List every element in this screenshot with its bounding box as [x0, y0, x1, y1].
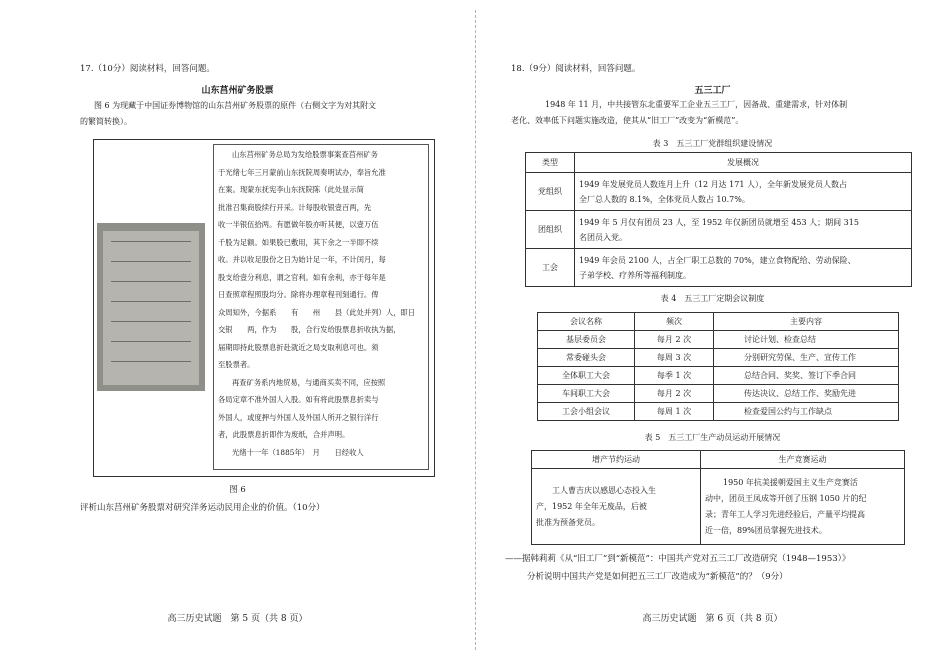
- doc-line: 届期即持此股票息折赴就近之局支取利息可也。须: [218, 342, 379, 352]
- table-cell: 党组织: [526, 173, 575, 211]
- cell-line: 工人曹吉庆以感恩心态投入生: [552, 485, 656, 495]
- doc-line: 各局定章不准外国人入股。如有将此股票息折卖与: [218, 395, 379, 404]
- cell-line: 近一倍，89%团员掌握先进技术。: [705, 525, 827, 535]
- table-cell: [575, 173, 912, 211]
- cell-line: 录；青年工人学习先进经验后，产量平均提高: [705, 509, 865, 519]
- doc-line: 日查照章程照股均分。除将办理章程刊刻通行。俾: [218, 290, 379, 299]
- table-cell: 每月 2 次: [635, 385, 714, 403]
- table-row: [526, 249, 912, 287]
- table-cell: 每周 1 次: [635, 403, 714, 421]
- doc-line: 股支给壹分利息，谓之官利。如有余利，亦于每年是: [218, 272, 386, 282]
- table-cell: 检查爱国公约与工作缺点: [714, 403, 899, 421]
- table-row: [538, 403, 899, 421]
- table-header: 主要内容: [714, 313, 899, 331]
- cell-line: 产，1952 年全年无废品，后被: [536, 501, 647, 511]
- table-cell: 常委碰头会: [538, 349, 635, 367]
- cell-line: 1949 年发展党员人数连月上升（12 月达 171 人），全年新发展党员人数占: [579, 179, 847, 189]
- table-cell: 每季 1 次: [635, 367, 714, 385]
- table-row: [538, 331, 899, 349]
- table5-caption: 表 5 五三工厂生产动员运动开展情况: [644, 433, 781, 442]
- table-party-organization: [525, 152, 912, 287]
- source-citation: ——据韩莉莉《从“旧工厂”到“新模范”：中国共产党对五三工厂改造研究（1948—1953）》: [505, 554, 851, 564]
- table-cell: 每月 2 次: [635, 331, 714, 349]
- cell-line: 批准为预备党员。: [536, 517, 600, 527]
- right-page: [475, 0, 950, 663]
- table-cell: [575, 211, 912, 249]
- table-cell: [575, 249, 912, 287]
- table-header: 生产竞赛运动: [701, 451, 905, 469]
- doc-line: 在案。现蒙东抚宪李山东抚院陈（此处显示简: [218, 185, 364, 194]
- doc-line: 批准召集商股续行开采。计每股收银壹百两，先: [218, 202, 372, 212]
- cell-line: 名团员入党。: [579, 232, 627, 242]
- cell-line: 动中，团员王凤成等开创了压钢 1050 片的纪: [705, 493, 867, 503]
- doc-line: 收一半银伍拾两。有愿做年股亦听其便，以壹万伍: [218, 220, 379, 229]
- table-cell: [701, 469, 905, 545]
- table-header: 会议名称: [538, 313, 635, 331]
- cell-line: 1949 年会员 2100 人，占全厂职工总数的 70%，建立食物配给、劳动保险、: [579, 255, 856, 265]
- table-cell: 传达决议、总结工作、奖励先进: [714, 385, 899, 403]
- table-cell: 基层委员会: [538, 331, 635, 349]
- doc-line: 外国人，或度押与外国人及外国人所开之银行洋行: [218, 412, 379, 422]
- cell-line: 全厂总人数的 8.1%，全体党员人数占 10.7%。: [579, 194, 750, 204]
- table-row: [538, 367, 899, 385]
- table-cell: 车间职工大会: [538, 385, 635, 403]
- q18-header: 18.（9分）阅读材料，回答问题。: [511, 64, 641, 74]
- q17-intro: [80, 98, 440, 130]
- doc-line: 者，此股票息折即作为废纸，合并声明。: [218, 430, 350, 439]
- table-cell: 工会: [526, 249, 575, 287]
- doc-line: 交银 两，作为 股，合行发给股票息折收执为据，: [218, 325, 401, 334]
- table-header: 增产节约运动: [532, 451, 701, 469]
- stock-certificate-image: [97, 223, 205, 391]
- table-row: [532, 469, 905, 545]
- doc-line: 光绪十一年（1885年） 月 日经收人: [232, 447, 364, 457]
- table3-caption: 表 3 五三工厂党群组织建设情况: [652, 139, 773, 148]
- table-header: 类型: [526, 153, 575, 173]
- doc-line: 收。并以收足股份之日为始计足一年，不计闰月，每: [218, 255, 386, 264]
- doc-line: 众周知外，今据系 有 州 县（此处并列）人，即日: [218, 307, 416, 317]
- table-row: [538, 349, 899, 367]
- table-cell: 工会小组会议: [538, 403, 635, 421]
- q18-question: 分析说明中国共产党是如何把五三工厂改造成为“新模范”的？（9分）: [527, 572, 788, 582]
- table-production-campaigns: [531, 450, 905, 545]
- table-row: [538, 385, 899, 403]
- table-meeting-system: [537, 312, 899, 421]
- q17-title: 山东莒州矿务股票: [201, 86, 274, 96]
- cell-line: 子弟学校、疗养所等福利制度。: [579, 270, 691, 280]
- doc-line: 千股为足额。如果股已敷用，其下余之一半即不续: [218, 237, 379, 247]
- cell-line: 1950 年抗美援朝爱国主义生产竞赛活: [723, 477, 858, 487]
- doc-line: 再查矿务系内地贸易，与通商买卖不同，应按照: [232, 377, 386, 387]
- table4-caption: 表 4 五三工厂定期会议制度: [660, 294, 765, 303]
- doc-line: 至股票者。: [218, 360, 255, 369]
- page-footer: 高三历史试题 第 5 页（共 8 页）: [167, 614, 308, 624]
- doc-line: 于光绪七年三月蒙前山东抚院周奏明试办，奉旨允准: [218, 167, 386, 177]
- intro-line: 的繁简转换）。: [80, 117, 132, 126]
- q17-header: 17.（10分）阅读材料，回答问题。: [80, 64, 215, 74]
- table-cell: 讨论计划、检查总结: [714, 331, 899, 349]
- table-cell: 分别研究劳保、生产、宣传工作: [714, 349, 899, 367]
- table-header: 频次: [635, 313, 714, 331]
- q18-title: 五三工厂: [694, 86, 731, 96]
- transcription-text: [218, 146, 424, 461]
- intro-line: 老化、效率低下问题实施改造，使其从“旧工厂”改变为“新模范”。: [511, 116, 744, 125]
- table-cell: [532, 469, 701, 545]
- intro-line: 图 6 为现藏于中国证券博物馆的山东莒州矿务股票的原件（右侧文字为对其附文: [94, 101, 377, 110]
- q18-intro: [511, 97, 921, 129]
- table-cell: 总结合同、奖奖、签订下季合同: [714, 367, 899, 385]
- table-header: 发展概况: [575, 153, 912, 173]
- q17-question: 评析山东莒州矿务股票对研究洋务运动民用企业的价值。（10分）: [80, 503, 325, 513]
- table-cell: 每周 3 次: [635, 349, 714, 367]
- table-cell: 团组织: [526, 211, 575, 249]
- table-row: [526, 211, 912, 249]
- table-cell: 全体职工大会: [538, 367, 635, 385]
- doc-line: 山东莒州矿务总局为发给股票事案查莒州矿务: [232, 150, 378, 159]
- intro-line: 1948 年 11 月，中共接管东北重要军工企业五三工厂，因备战、重建需求，针对体制: [545, 100, 848, 109]
- cell-line: 1949 年 5 月仅有团员 23 人，至 1952 年仅新团员就增至 453 人；期间 315: [579, 217, 859, 227]
- page-footer: 高三历史试题 第 6 页（共 8 页）: [642, 614, 783, 624]
- figure-caption: 图 6: [229, 485, 246, 495]
- table-row: [526, 173, 912, 211]
